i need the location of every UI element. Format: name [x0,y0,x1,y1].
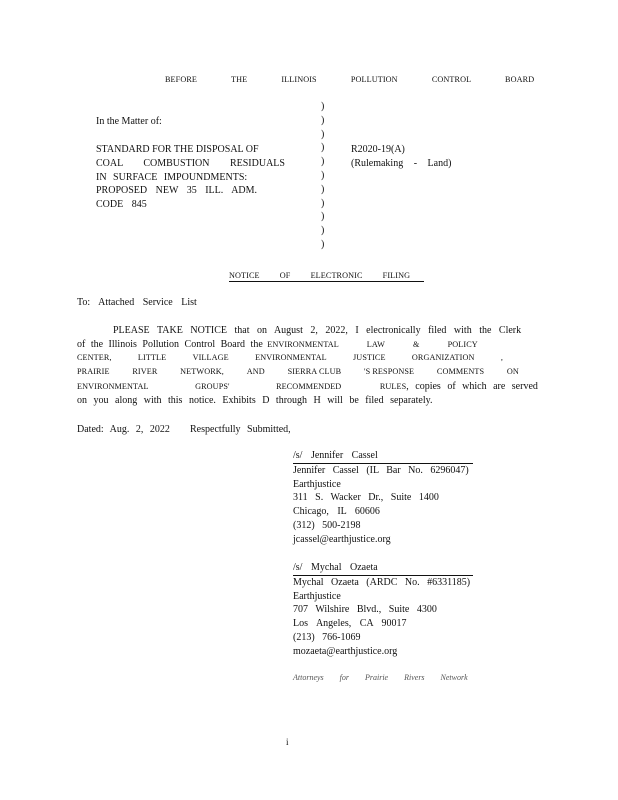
body-line-2: of the Illinois Pollution Control Board the ENVIRONMENTAL LAW & POLICY [77,339,478,350]
dated-line: Dated: Aug. 2, 2022 [77,424,170,435]
body-line-4: PRAIRIE RIVER NETWORK, AND SIERRA CLUB 'S RESPONSE COMMENTS ON [77,367,519,376]
page-number: i [286,737,289,747]
body-line-1: PLEASE TAKE NOTICE that on August 2, 2022, I electronically filed with the Clerk [113,325,522,336]
in-the-matter: In the Matter of: [96,116,162,127]
respectfully-submitted: Respectfully Submitted, [190,424,291,435]
notice-title: NOTICE OF ELECTRONIC FILING [229,270,424,282]
signature-line: /s/ Jennifer Cassel [293,449,473,464]
body-line-3: CENTER, LITTLE VILLAGE ENVIRONMENTAL JUSTICE ORGANIZATION , [77,353,503,362]
body-line-6: on you along with this notice. Exhibits D through H will be filed separately. [77,395,433,406]
caption-title: STANDARD FOR THE DISPOSAL OF COAL COMBUSTION RESIDUALS IN SURFACE IMPOUNDMENTS: PROPOSED NEW 35 ILL. ADM. CODE 845 [96,144,285,211]
signature-line: /s/ Mychal Ozaeta [293,561,473,576]
attorneys-for: Attorneys for Prairie Rivers Network [293,673,468,682]
signature-block-1: /s/ Jennifer Cassel Jennifer Cassel (IL Bar No. 6296047) Earthjustice 311 S. Wacker Dr., Suite 1400 Chicago, IL 60606 (312) 500-2198 jcassel@earthjustice.org [293,449,473,547]
to-line: To: Attached Service List [77,297,197,308]
docket-number: R2020-19(A) [351,144,405,155]
signature-block-2: /s/ Mychal Ozaeta Mychal Ozaeta (ARDC No. #6331185) Earthjustice 707 Wilshire Blvd., Suite 4300 Los Angeles, CA 90017 (213) 766-1069 mozaeta@earthjustice.org [293,561,473,659]
body-line-5: ENVIRONMENTAL GROUPS' RECOMMENDED RULES, copies of which are served [77,381,538,392]
board-heading: BEFORE THE ILLINOIS POLLUTION CONTROL BOARD [165,75,535,84]
caption-parens: ) ) ) ) ) ) ) ) ) ) ) [321,101,325,250]
docket-type: (Rulemaking - Land) [351,158,452,169]
